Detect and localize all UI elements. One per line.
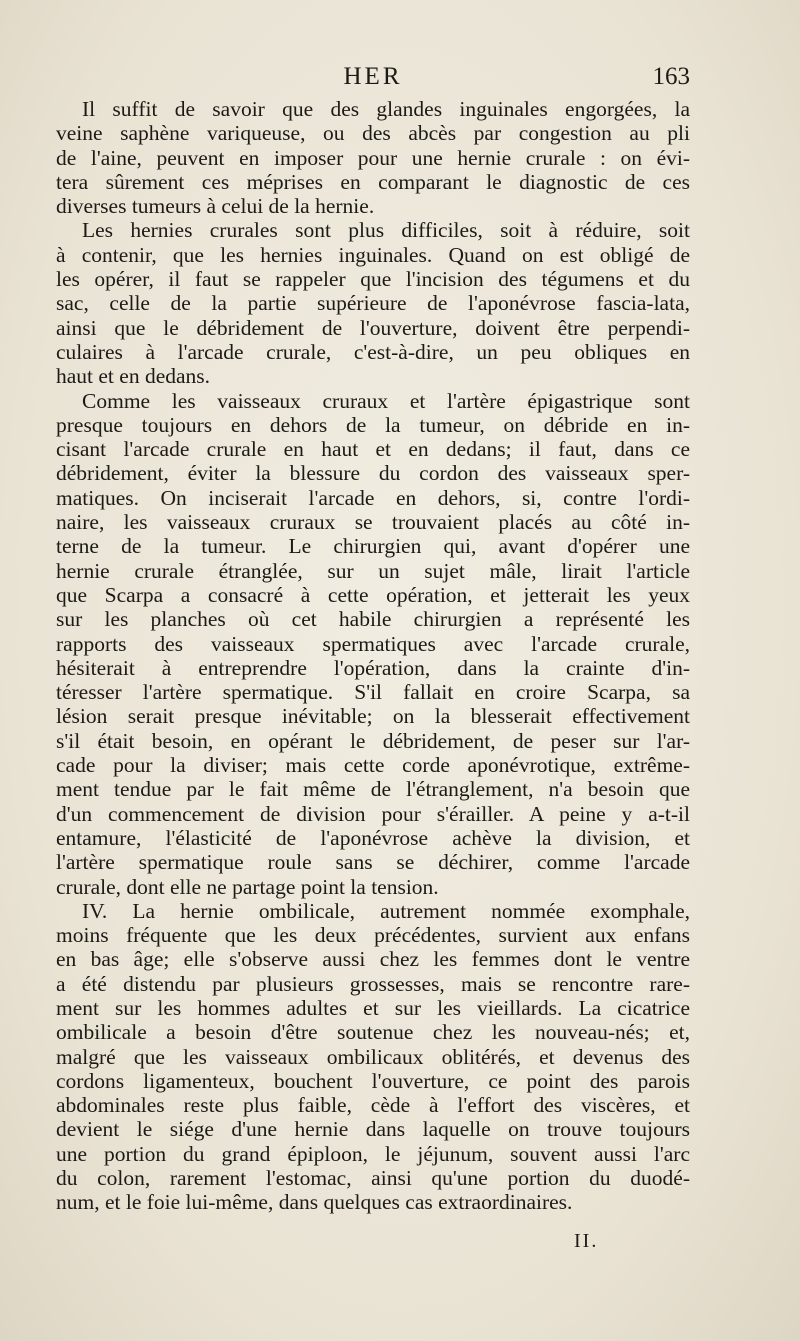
text-line: Comme les vaisseaux cruraux et l'artère épigastrique sont <box>82 388 690 413</box>
signature-mark: II. <box>574 1230 599 1252</box>
text-line: ment tendue par le fait même de l'étranglement, n'a besoin que <box>56 777 690 802</box>
text-line: culaires à l'arcade crurale, c'est-à-dire, un peu obliques en <box>56 339 690 364</box>
text-line: IV. La hernie ombilicale, autrement nommée exomphale, <box>82 898 690 923</box>
text-line: à contenir, que les hernies inguinales. Quand on est obligé de <box>56 242 690 267</box>
text-line: veine saphène variqueuse, ou des abcès par congestion au pli <box>56 121 690 146</box>
text-line: num, et le foie lui-même, dans quelques cas extraordinaires. <box>56 1190 573 1215</box>
text-line: que Scarpa a consacré à cette opération, et jetterait les yeux <box>56 582 690 607</box>
text-line: ombilicale a besoin d'être soutenue chez les nouveau-nés; et, <box>56 1020 690 1045</box>
text-line: matiques. On inciserait l'arcade en dehors, si, contre l'ordi- <box>56 485 690 510</box>
text-line: cade pour la diviser; mais cette corde aponévrotique, extrême- <box>56 753 690 778</box>
text-line: terne de la tumeur. Le chirurgien qui, avant d'opérer une <box>56 534 690 559</box>
text-line: de l'aine, peuvent en imposer pour une hernie crurale : on évi- <box>56 145 690 170</box>
text-line: crurale, dont elle ne partage point la tension. <box>56 874 439 899</box>
text-line: hernie crurale étranglée, sur un sujet mâle, lirait l'article <box>56 558 690 583</box>
text-line: entamure, l'élasticité de l'aponévrose achève la division, et <box>56 825 690 850</box>
page-header <box>56 60 690 94</box>
text-line: ainsi que le débridement de l'ouverture, doivent être perpendi- <box>56 315 690 340</box>
text-line: cisant l'arcade crurale en haut et en dedans; il faut, dans ce <box>56 437 690 462</box>
text-line: cordons ligamenteux, bouchent l'ouverture, ce point des parois <box>56 1068 690 1093</box>
text-line: ment sur les hommes adultes et sur les vieillards. La cicatrice <box>56 995 690 1020</box>
text-line: rapports des vaisseaux spermatiques avec l'arcade crurale, <box>56 631 690 656</box>
text-line: une portion du grand épiploon, le jéjunum, souvent aussi l'arc <box>56 1141 690 1166</box>
text-line: sur les planches où cet habile chirurgien a représenté les <box>56 607 690 632</box>
text-line: abdominales reste plus faible, cède à l'effort des viscères, et <box>56 1093 690 1118</box>
text-line: hésiterait à entreprendre l'opération, dans la crainte d'in- <box>56 655 690 680</box>
text-line: presque toujours en dehors de la tumeur, on débride en in- <box>56 412 690 437</box>
text-line: d'un commencement de division pour s'érailler. A peine y a-t-il <box>56 801 690 826</box>
body-text <box>56 97 690 1215</box>
text-line: s'il était besoin, en opérant le débridement, de peser sur l'ar- <box>56 728 690 753</box>
text-line: Les hernies crurales sont plus difficiles, soit à réduire, soit <box>82 218 690 243</box>
text-line: en bas âge; elle s'observe aussi chez les femmes dont le ventre <box>56 947 690 972</box>
text-line: tera sûrement ces méprises en comparant le diagnostic de ces <box>56 169 690 194</box>
text-line: Il suffit de savoir que des glandes inguinales engorgées, la <box>82 97 690 121</box>
text-line: naire, les vaisseaux cruraux se trouvaient placés au côté in- <box>56 510 690 535</box>
text-line: a été distendu par plusieurs grossesses, mais se rencontre rare- <box>56 971 690 996</box>
text-line: téresser l'artère spermatique. S'il fallait en croire Scarpa, sa <box>56 680 690 705</box>
text-line: débridement, éviter la blessure du cordon des vaisseaux sper- <box>56 461 690 486</box>
text-line: devient le siége d'une hernie dans laquelle on trouve toujours <box>56 1117 690 1142</box>
text-line: sac, celle de la partie supérieure de l'aponévrose fascia-lata, <box>56 291 690 316</box>
text-line: diverses tumeurs à celui de la hernie. <box>56 194 375 219</box>
text-line: moins fréquente que les deux précédentes, survient aux enfans <box>56 923 690 948</box>
text-line: du colon, rarement l'estomac, ainsi qu'une portion du duodé- <box>56 1166 690 1191</box>
text-line: lésion serait presque inévitable; on la blesserait effectivement <box>56 704 690 729</box>
text-line: malgré que les vaisseaux ombilicaux oblitérés, et devenus des <box>56 1044 690 1069</box>
text-line: l'artère spermatique roule sans se déchirer, comme l'arcade <box>56 850 690 875</box>
page-number: 163 <box>652 63 690 90</box>
running-head: HER <box>343 63 403 90</box>
text-line: les opérer, il faut se rappeler que l'incision des tégumens et du <box>56 267 690 292</box>
text-line: haut et en dedans. <box>56 364 211 389</box>
